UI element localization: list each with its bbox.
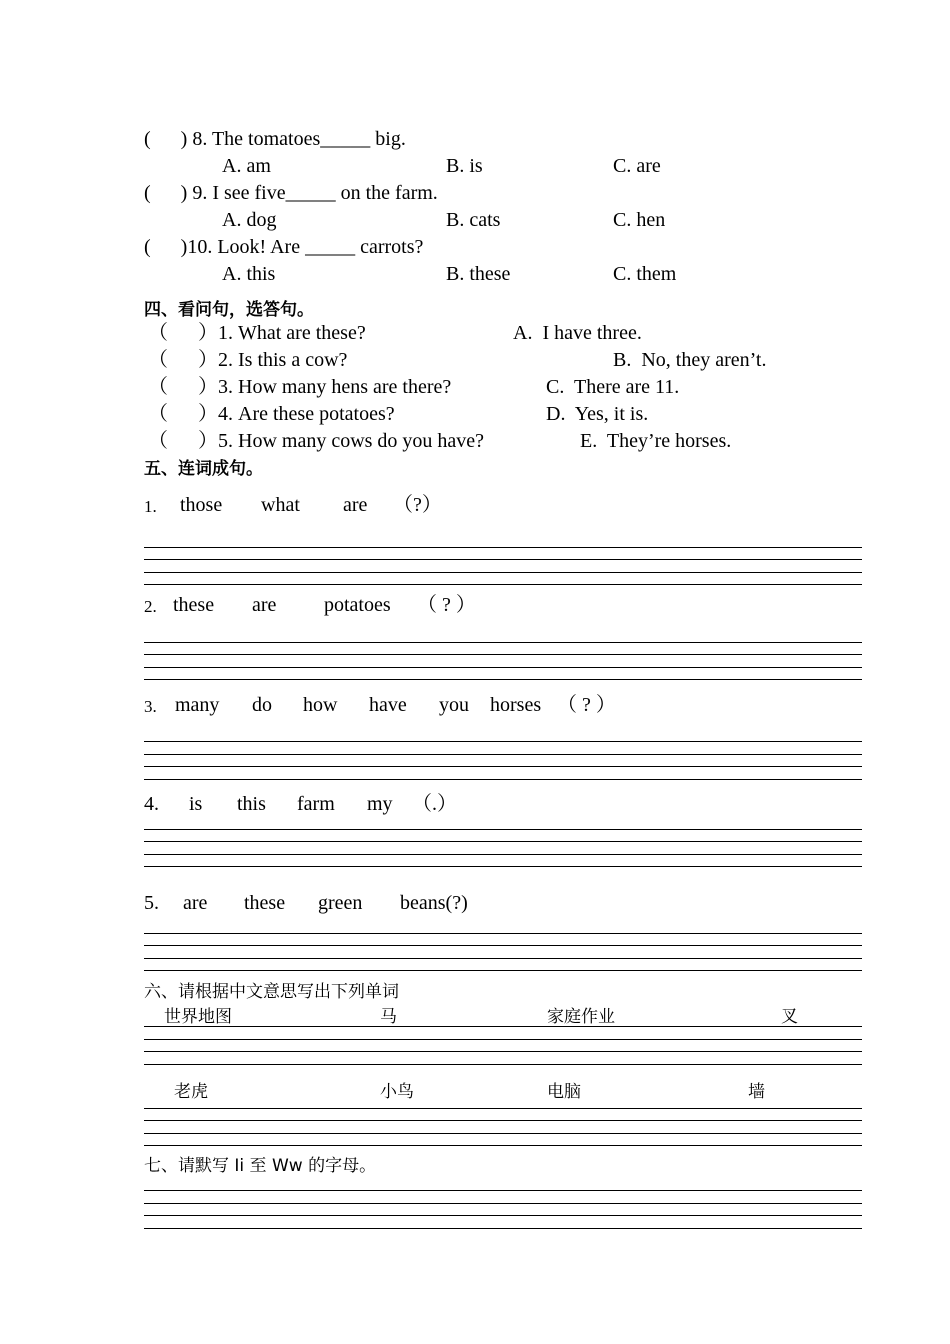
answer-line <box>144 970 862 971</box>
word: is <box>189 793 203 815</box>
answer-line <box>144 1133 862 1134</box>
cn-word: 电脑 <box>547 1082 581 1102</box>
cn-word: 叉 <box>781 1007 798 1027</box>
answer-line <box>144 667 862 668</box>
answer-line <box>144 841 862 842</box>
word: are <box>343 494 368 516</box>
match-answer-a: A. I have three. <box>513 322 642 344</box>
option-c: C. them <box>613 263 677 285</box>
match-question-1: （ ）1. What are these? <box>148 322 366 344</box>
option-b: B. cats <box>446 209 501 231</box>
answer-line <box>144 1215 862 1216</box>
item-number: 3. <box>144 697 157 716</box>
answer-line <box>144 1190 862 1191</box>
option-c: C. are <box>613 155 661 177</box>
word: those <box>180 494 223 516</box>
word: what <box>261 494 300 516</box>
answer-line <box>144 1120 862 1121</box>
answer-line <box>144 754 862 755</box>
match-question-3: （ ）3. How many hens are there? <box>148 376 452 398</box>
option-c: C. hen <box>613 209 666 231</box>
answer-line <box>144 945 862 946</box>
word: do <box>252 694 272 716</box>
cn-word: 老虎 <box>174 1082 208 1102</box>
option-a: A. dog <box>222 209 277 231</box>
answer-line <box>144 958 862 959</box>
cn-word: 马 <box>380 1007 397 1027</box>
match-answer-d: D. Yes, it is. <box>546 403 649 425</box>
match-answer-e: E. They’re horses. <box>580 430 732 452</box>
word: （ ? ） <box>557 694 616 716</box>
match-answer-c: C. There are 11. <box>546 376 680 398</box>
answer-line <box>144 1026 862 1027</box>
answer-line <box>144 1108 862 1109</box>
section4-title: 四、看问句，选答句。 <box>144 300 314 320</box>
answer-line <box>144 866 862 867</box>
word: （?） <box>393 494 442 516</box>
word: many <box>175 694 220 716</box>
cn-word: 小鸟 <box>380 1082 414 1102</box>
question-text: ( )10. Look! Are _____ carrots? <box>144 236 424 258</box>
answer-line <box>144 1203 862 1204</box>
answer-line <box>144 741 862 742</box>
answer-line <box>144 584 862 585</box>
answer-line <box>144 1064 862 1065</box>
option-b: B. is <box>446 155 483 177</box>
item-number: 1. <box>144 497 157 516</box>
answer-line <box>144 766 862 767</box>
answer-line <box>144 829 862 830</box>
answer-line <box>144 572 862 573</box>
word: this <box>237 793 266 815</box>
word: （ ? ） <box>417 594 476 616</box>
word: these <box>173 594 215 616</box>
section7-title: 七、请默写 Ii 至 Ww 的字母。 <box>144 1156 377 1176</box>
answer-line <box>144 1051 862 1052</box>
answer-line <box>144 547 862 548</box>
word: green <box>318 892 363 914</box>
question-text: ( ) 8. The tomatoes_____ big. <box>144 128 406 150</box>
answer-line <box>144 654 862 655</box>
item-number: 5. <box>144 892 159 914</box>
cn-word: 世界地图 <box>164 1007 232 1027</box>
option-a: A. this <box>222 263 276 285</box>
section5-title: 五、连词成句。 <box>144 459 263 479</box>
word: horses <box>490 694 542 716</box>
word: are <box>252 594 277 616</box>
item-number: 4. <box>144 793 159 815</box>
answer-line <box>144 1145 862 1146</box>
match-question-4: （ ）4. Are these potatoes? <box>148 403 395 425</box>
answer-line <box>144 642 862 643</box>
cn-word: 墙 <box>748 1082 765 1102</box>
match-question-2: （ ）2. Is this a cow? <box>148 349 348 371</box>
answer-line <box>144 779 862 780</box>
answer-line <box>144 854 862 855</box>
word: you <box>439 694 469 716</box>
option-b: B. these <box>446 263 511 285</box>
item-number: 2. <box>144 597 157 616</box>
match-answer-b: B. No, they aren’t. <box>613 349 767 371</box>
word: are <box>183 892 208 914</box>
word: how <box>303 694 338 716</box>
answer-line <box>144 1228 862 1229</box>
match-question-5: （ ）5. How many cows do you have? <box>148 430 485 452</box>
word: my <box>367 793 393 815</box>
word: farm <box>297 793 335 815</box>
answer-line <box>144 679 862 680</box>
word: beans(?) <box>400 892 468 914</box>
answer-line <box>144 933 862 934</box>
answer-line <box>144 559 862 560</box>
answer-line <box>144 1039 862 1040</box>
option-a: A. am <box>222 155 271 177</box>
word: these <box>244 892 286 914</box>
word: potatoes <box>324 594 391 616</box>
word: （.） <box>412 793 457 815</box>
cn-word: 家庭作业 <box>547 1007 615 1027</box>
question-text: ( ) 9. I see five_____ on the farm. <box>144 182 438 204</box>
section6-title: 六、请根据中文意思写出下列单词 <box>144 982 399 1002</box>
word: have <box>369 694 407 716</box>
